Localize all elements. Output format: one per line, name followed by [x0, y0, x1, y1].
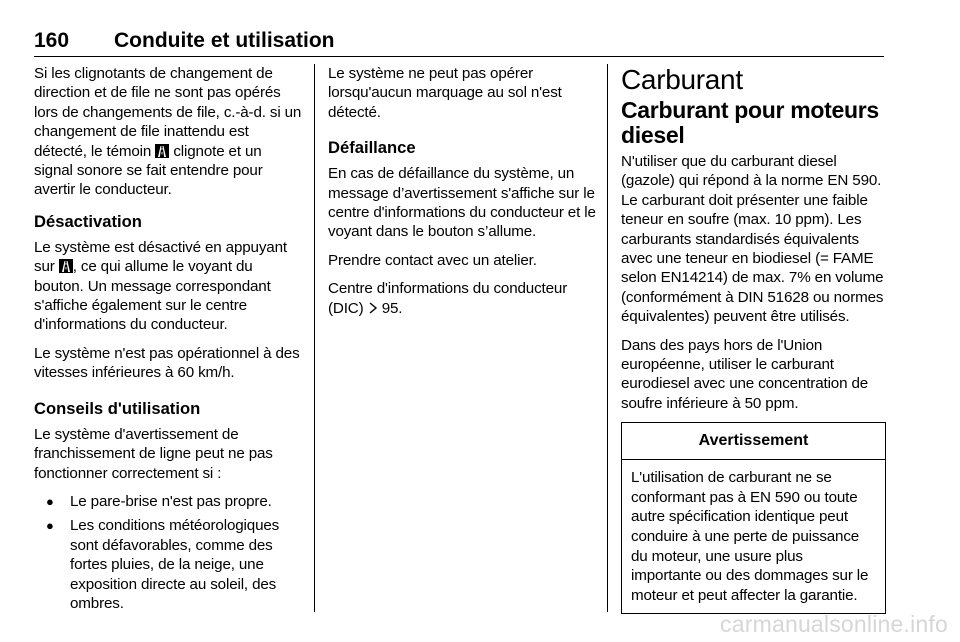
section-heading: Défaillance: [328, 138, 416, 158]
lane-departure-icon: [155, 144, 169, 158]
warning-box: [621, 422, 886, 614]
column-divider: [314, 64, 315, 612]
page-reference[interactable]: 95.: [381, 299, 403, 317]
warning-body: L'utilisation de carburant ne se conformant pas à EN 590 ou toute autre spécification identique peut conduire à une perte de puissance du moteur, une usure plus importante ou des dommages sur le moteur et peut affecter la garantie.: [631, 469, 869, 604]
chapter-section-title: Carburant: [621, 64, 743, 95]
chapter-title: Conduite et utilisation: [114, 29, 335, 52]
paragraph: Le système ne peut pas opérer lorsqu'aucun marquage au sol n'est détecté.: [328, 65, 562, 121]
lane-departure-icon: [59, 259, 73, 273]
paragraph: Le système n'est pas opérationnel à des vitesses inférieures à 60 km/h.: [34, 344, 300, 382]
paragraph: Prendre contact avec un atelier.: [328, 251, 537, 269]
warning-title: Avertissement: [622, 423, 885, 460]
page-header: [34, 30, 884, 57]
bullet-icon: ●: [46, 493, 54, 509]
paragraph: Le système est désactivé en appuyant sur , ce qui allume le voyant du bouton. Un message correspondant s'affiche également sur le centre d'informations du conducteur.: [34, 238, 287, 334]
column-left: [34, 64, 302, 618]
bullet-list: [34, 492, 302, 613]
paragraph: Dans des pays hors de l'Union européenne, utiliser le carburant eurodiesel avec une concentration de soufre inférieure à 50 ppm.: [621, 336, 869, 412]
paragraph: Si les clignotants de changement de direction et de file ne sont pas opérés lors de changements de file, c.-à-d. si un changement de file inattendu est détecté, le témoin clignote et un signal sonore se fait entendre pour avertir le conducteur.: [34, 65, 302, 199]
paragraph: En cas de défaillance du système, un message d’avertissement s'affiche sur le centre d'informations du conducteur et le voyant dans le bouton s’allume.: [328, 165, 596, 241]
bullet-icon: ●: [46, 518, 54, 534]
section-heading: Désactivation: [34, 211, 142, 231]
watermark: carmanualsonline.info: [720, 611, 948, 637]
column-right: [621, 64, 887, 614]
paragraph: Le système d'avertissement de franchissement de ligne peut ne pas fonctionner correctement si :: [34, 425, 273, 482]
section-heading: Conseils d'utilisation: [34, 398, 201, 418]
list-item: ● Les conditions météorologiques sont défavorables, comme des fortes pluies, de la neige, une exposition directe au soleil, des ombres.: [46, 517, 280, 612]
page-number: 160: [34, 29, 70, 52]
column-middle: [328, 64, 596, 327]
column-divider: [607, 64, 608, 612]
subsection-title: Carburant pour moteurs diesel: [621, 97, 879, 148]
paragraph: N'utiliser que du carburant diesel (gazole) qui répond à la norme EN 590. Le carburant doit présenter une faible teneur en soufre (max. 10 ppm). Les carburants standardisés équivalents avec une teneur en biodiesel (= FAME selon EN14214) de max. 7% en volume (conformément à DIN 51628 ou normes équivalentes) peuvent être utilisés.: [621, 153, 884, 326]
page-reference-arrow-icon[interactable]: [368, 302, 378, 314]
paragraph: Centre d'informations du conducteur (DIC) 95.: [328, 280, 568, 317]
list-item: ● Le pare-brise n'est pas propre.: [46, 492, 272, 510]
